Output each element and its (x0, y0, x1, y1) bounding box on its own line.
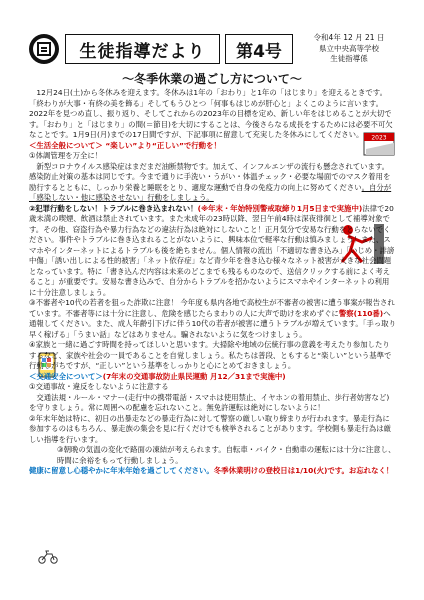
traffic-item1-body: 交通法規・ルール・マナー(走行中の携帯電話・スマホは使用禁止、イヤホンの着用禁止、歩行者妨害など)を守りましょう。常に周囲への配慮を忘れないこと。無免許運転は絶対にしないように！ (29, 392, 390, 412)
life-item1-note: 。自分が「感染しない・他に感染させない」行動をしましょう。 (29, 182, 392, 202)
life-item4: ④家族と一緒に過ごす時間を持ってほしいと思います。大掃除や地域の伝統行事の意義を考えたり参加したりするなど、家族や社会の一員であることを自覚しましょう。私たちは普段、ともすると“楽しい”という基準で行動しがちですが、“正しい”という基準をしっかりと心にとめておきましょう。 (29, 340, 392, 370)
traffic-item2: ②年末年始は特に、初日の出暴走などの暴走行為に対して警察の厳しい取り締まりが行われます。暴走行為に参加するのはもちろん、暴走族の集会を見に行くだけでも検挙されることがあります。学校側も暴走行為は厳しい指導を行います。 (29, 413, 391, 444)
life-item1-title: ①体調管理を万全に！ (29, 151, 103, 160)
school-logo-icon (29, 34, 59, 64)
traffic-item3: ③朝晩の気温の変化で路面の凍結が考えられます。自転車・バイク・自動車の運転には十分に注意し、時間に余裕をもって行動しましょう。 (57, 445, 396, 465)
intro-paragraph: 12月24日(土)から冬休みを迎えます。冬休みは1年の「おわり」と1年の「はじまり」を迎えるときです。「終わりが大事・有終の美を飾る」そしてもうひとつ「何事もはじめが肝心と」よくこのように言います。2022年を見つめ直し、振り返り、そしてこれからの2023年の目標を定め、新しい年をはじめることが大切です。「おわり」と「はじまり」の間(＝節目)を大切にすることは、今後さらなる成長をするためには必要不可欠なことです。1月9日(月)までの17日間ですが、下記事項に留意して充実した冬休みにしてください。 (29, 88, 393, 139)
department-name: 生徒指導係 (330, 54, 368, 63)
traffic-heading: ＜交通安全について＞(7年末の交通事故防止県民運動 月12／31まで実施中) (29, 371, 286, 381)
life-item3: ③不審者や10代の若者を狙った詐欺に注意！ 今年度も県内各地で高校生が不審者の被害に遭う事案が報告されています。不審者等には十分に注意し、危険を感じたらまわりの人に大声で助けを求めずぐに警察(110番)へ通報してください。また、成人年齢引下げに伴う10代の若者が被害に遭うトラブルが増えています。「手っ取り早く稼げる」「うまい話」などはありません。騙されないように気をつけましょう。 (29, 298, 396, 339)
life-item1-body: 新型コロナウイルス感染症はまだまだ油断禁物です。加えて、インフルエンザの流行も懸念されています。感染防止対策の基本は同じです。今まで通りに手洗い・うがい・体温チェック・必要な場面でのマスク着用を励行するとともに、しっかり栄養と睡眠をとり、適度な運動で自身の免疫力の向上に努めてください。自分が「感染しない・他に感染させない」行動をしましょう。 (29, 161, 392, 202)
life-item2-title: ②犯罪行動をしない！トラブルに巻き込まれない！ (29, 203, 198, 213)
life-item2 (29, 204, 396, 299)
header (29, 34, 396, 66)
issue-date: 令和4年 12 月 21 日 (313, 33, 385, 42)
motorcycle-icon (38, 548, 58, 564)
newsletter-body (29, 88, 396, 477)
police-110: 警察(110番) (338, 308, 384, 318)
school-name: 県立中央高等学校 (319, 43, 379, 53)
newsletter-title: 生徒指導だより (65, 34, 220, 64)
life-item2-body: 法律で20歳未満の喫煙、飲酒は禁止されています。また未成年の23時以降、翌日午前4時は深夜徘徊として補導対象です。その他、窃盗行為や暴力行為などの違法行為は絶対にしないこと！正月気分で安易な行動をとらないでください。事件やトラブルに巻き込まれることがないように、興味本位で軽率な行動は慎みましょう！また、スマホやインターネットによるトラブルも後を絶ちません。個人情報の流出「不適切な書き込み」「いじめ・誹謗中傷」「誘い出しによる性的被害」「ネット依存症」など青少年を巻き込む様々なネット被害が大きな社会問題となっています。特に「書き込んだ内容は未来のどこまでも残るものなので、送信クリックする前によく考えること」が重要です。安易な書き込みで、自分からトラブルを招かないようにスマホやインターネットの利用に十分注意しましょう。 (29, 203, 395, 297)
header-meta (299, 33, 399, 65)
traffic-item1-title: ①交通事故・違反をしないように注意する (29, 382, 169, 391)
life-item2-campaign: (※年末・年始特別警戒取締り1月5日まで実施中) (197, 203, 363, 213)
section-title: ～冬季休業の過ごし方について～ (122, 72, 302, 86)
life-heading: ＜生活全般について＞ “楽しい”より“正しい”で行動を！ (29, 140, 221, 150)
issue-number: 第4号 (225, 34, 293, 64)
svg-text:2023: 2023 (371, 134, 387, 142)
closing-line: 健康に留意し心穏やかに年末年始を過ごしてください。冬季休業明けの登校日は1/10(火)です。お忘れなく！ (29, 466, 394, 475)
